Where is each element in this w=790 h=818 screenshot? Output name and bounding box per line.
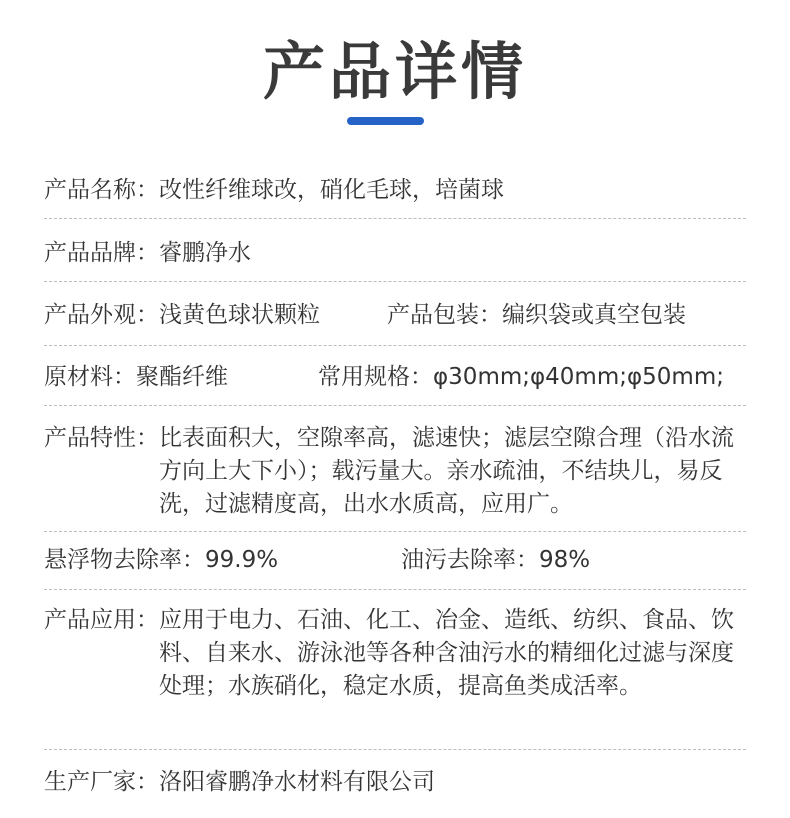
appearance-value: 浅黄色球状颗粒 (159, 302, 320, 328)
appearance-row (44, 299, 746, 332)
divider (44, 345, 746, 346)
divider (44, 405, 746, 406)
product-name-row (44, 174, 746, 207)
spec-value: φ30mm;φ40mm;φ50mm; (433, 364, 724, 390)
manufacturer-row (44, 766, 746, 799)
features-row (44, 422, 734, 521)
material-row (44, 361, 746, 394)
material-label: 原材料： (44, 364, 136, 390)
title-underline (347, 117, 424, 125)
removal-row (44, 544, 746, 577)
page-title: 产品详情 (262, 35, 527, 108)
divider (44, 589, 746, 590)
brand-row (44, 237, 746, 270)
packaging-value: 编织袋或真空包装 (502, 302, 686, 328)
divider (44, 218, 746, 219)
application-label: 产品应用： (44, 607, 159, 633)
divider (44, 531, 746, 532)
spec-field (318, 361, 724, 394)
product-name-label: 产品名称： (44, 177, 159, 203)
oil-removal-value: 98% (539, 547, 591, 573)
packaging-label: 产品包装： (387, 302, 502, 328)
features-value: 比表面积大，空隙率高，滤速快；滤层空隙合理（沿水流方向上大下小）；载污量大。亲水疏油，不结块儿，易反洗，过滤精度高，出水水质高，应用广。 (159, 425, 734, 517)
packaging-field (387, 299, 686, 332)
features-label: 产品特性： (44, 425, 159, 451)
application-value: 应用于电力、石油、化工、冶金、造纸、纺织、食品、饮料、自来水、游泳池等各种含油污水的精细化过滤与深度处理；水族硝化，稳定水质，提高鱼类成活率。 (159, 607, 734, 699)
spec-label: 常用规格： (318, 364, 433, 390)
product-name-value: 改性纤维球改，硝化毛球，培菌球 (159, 177, 504, 203)
suspended-removal-value: 99.9% (205, 547, 279, 573)
manufacturer-value: 洛阳睿鹏净水材料有限公司 (159, 769, 435, 795)
manufacturer-label: 生产厂家： (44, 769, 159, 795)
oil-removal-field (401, 544, 590, 577)
suspended-removal-label: 悬浮物去除率： (44, 547, 205, 573)
material-value: 聚酯纤维 (136, 364, 228, 390)
oil-removal-label: 油污去除率： (401, 547, 539, 573)
brand-label: 产品品牌： (44, 240, 159, 266)
application-row (44, 604, 734, 703)
brand-value: 睿鹏净水 (159, 240, 251, 266)
appearance-label: 产品外观： (44, 302, 159, 328)
divider (44, 281, 746, 282)
divider (44, 749, 746, 750)
